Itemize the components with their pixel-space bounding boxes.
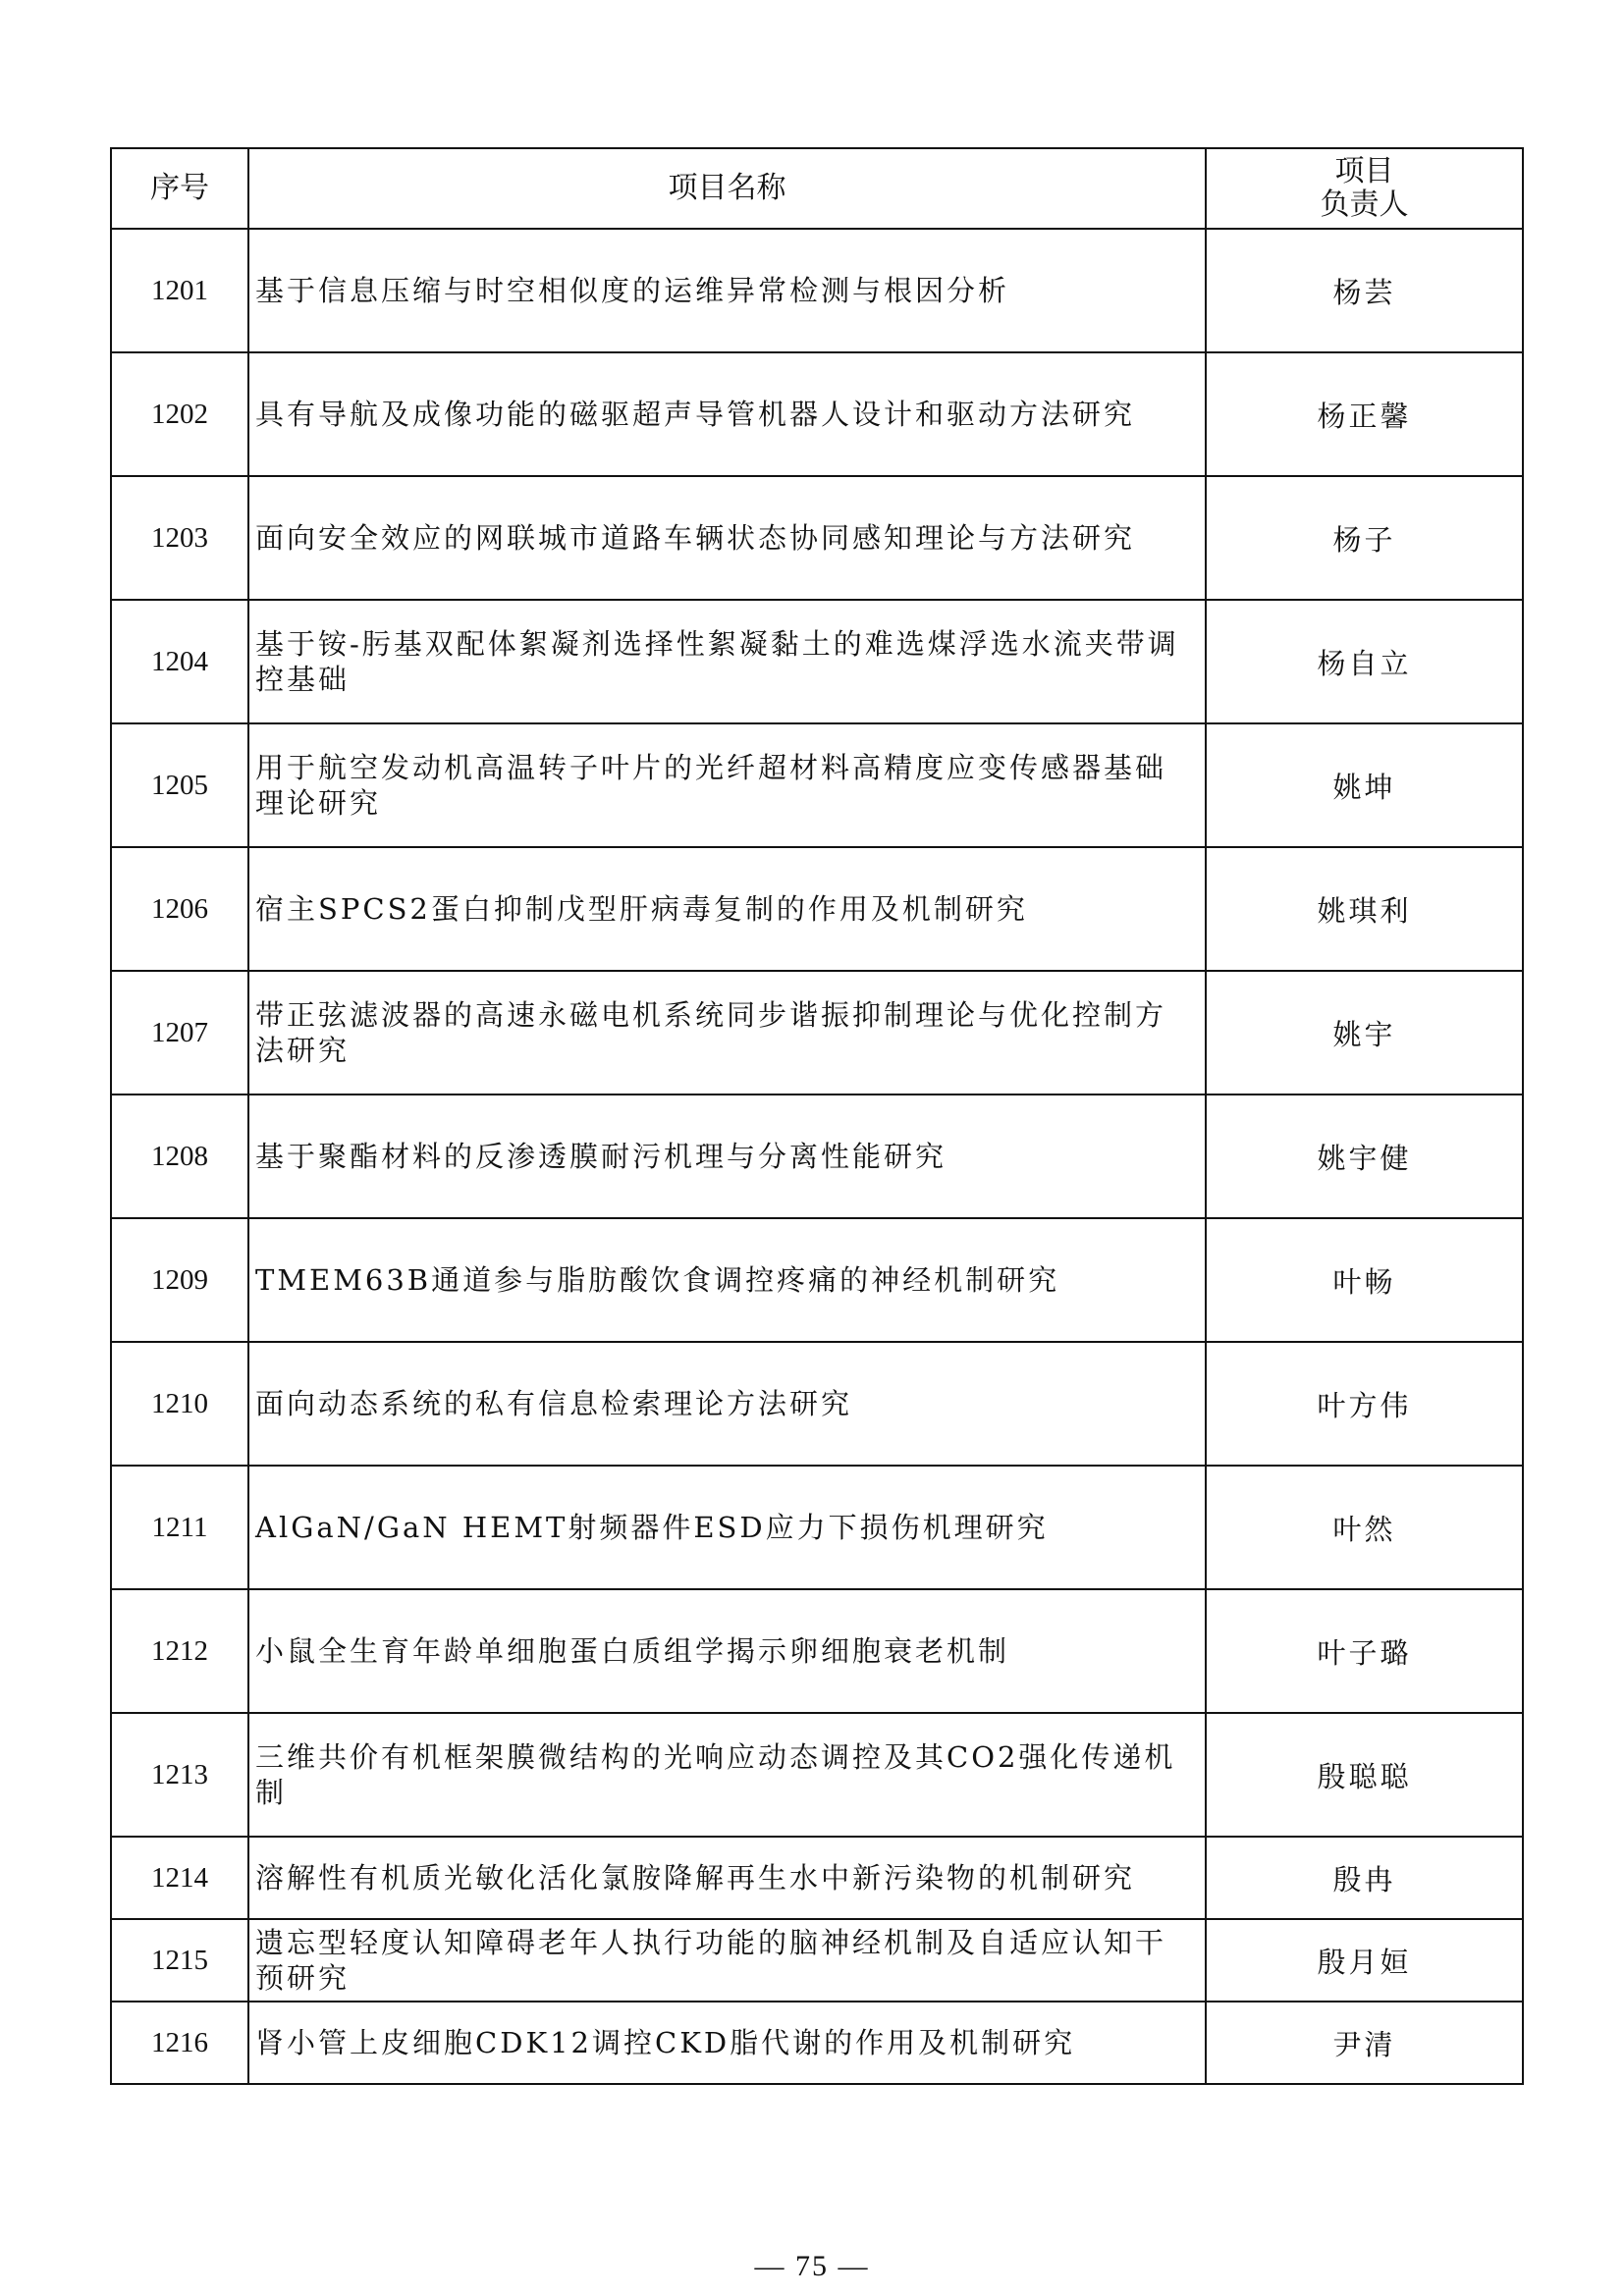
serial-number: 1208 bbox=[111, 1095, 248, 1218]
project-leader: 殷聪聪 bbox=[1206, 1713, 1523, 1837]
serial-number: 1211 bbox=[111, 1466, 248, 1589]
table-row bbox=[111, 1837, 1523, 1919]
table-row bbox=[111, 600, 1523, 723]
project-name: AlGaN/GaN HEMT射频器件ESD应力下损伤机理研究 bbox=[248, 1466, 1206, 1589]
header-project-name: 项目名称 bbox=[248, 148, 1206, 229]
header-project-leader-line1: 项目 bbox=[1334, 154, 1394, 188]
table-row bbox=[111, 1919, 1523, 2002]
serial-number: 1201 bbox=[111, 229, 248, 352]
project-leader: 尹清 bbox=[1206, 2002, 1523, 2084]
page-number: — 75 — bbox=[754, 2250, 870, 2282]
project-name: 具有导航及成像功能的磁驱超声导管机器人设计和驱动方法研究 bbox=[248, 352, 1206, 476]
serial-number: 1207 bbox=[111, 971, 248, 1095]
project-name: 三维共价有机框架膜微结构的光响应动态调控及其CO2强化传递机制 bbox=[248, 1713, 1206, 1837]
project-leader: 杨芸 bbox=[1206, 229, 1523, 352]
table-row bbox=[111, 1218, 1523, 1342]
table-row bbox=[111, 1095, 1523, 1218]
project-name: 肾小管上皮细胞CDK12调控CKD脂代谢的作用及机制研究 bbox=[248, 2002, 1206, 2084]
serial-number: 1209 bbox=[111, 1218, 248, 1342]
serial-number: 1205 bbox=[111, 723, 248, 847]
serial-number: 1202 bbox=[111, 352, 248, 476]
project-leader: 姚宇健 bbox=[1206, 1095, 1523, 1218]
table-row bbox=[111, 723, 1523, 847]
table-row bbox=[111, 1342, 1523, 1466]
project-leader: 杨自立 bbox=[1206, 600, 1523, 723]
project-name: 面向安全效应的网联城市道路车辆状态协同感知理论与方法研究 bbox=[248, 476, 1206, 600]
project-leader: 杨子 bbox=[1206, 476, 1523, 600]
project-name: 遗忘型轻度认知障碍老年人执行功能的脑神经机制及自适应认知干预研究 bbox=[248, 1919, 1206, 2002]
project-table bbox=[110, 147, 1524, 2085]
project-name: 面向动态系统的私有信息检索理论方法研究 bbox=[248, 1342, 1206, 1466]
serial-number: 1203 bbox=[111, 476, 248, 600]
project-leader: 姚坤 bbox=[1206, 723, 1523, 847]
table-header-row bbox=[111, 148, 1523, 229]
project-name: 基于聚酯材料的反渗透膜耐污机理与分离性能研究 bbox=[248, 1095, 1206, 1218]
table-row bbox=[111, 229, 1523, 352]
project-leader: 殷月姮 bbox=[1206, 1919, 1523, 2002]
project-leader: 杨正馨 bbox=[1206, 352, 1523, 476]
serial-number: 1210 bbox=[111, 1342, 248, 1466]
table-row bbox=[111, 1589, 1523, 1713]
project-leader: 殷冉 bbox=[1206, 1837, 1523, 1919]
serial-number: 1215 bbox=[111, 1919, 248, 2002]
project-name: 基于信息压缩与时空相似度的运维异常检测与根因分析 bbox=[248, 229, 1206, 352]
project-leader: 叶然 bbox=[1206, 1466, 1523, 1589]
serial-number: 1204 bbox=[111, 600, 248, 723]
project-name: 带正弦滤波器的高速永磁电机系统同步谐振抑制理论与优化控制方法研究 bbox=[248, 971, 1206, 1095]
project-leader: 叶子璐 bbox=[1206, 1589, 1523, 1713]
project-leader: 姚宇 bbox=[1206, 971, 1523, 1095]
serial-number: 1212 bbox=[111, 1589, 248, 1713]
serial-number: 1206 bbox=[111, 847, 248, 971]
table-row bbox=[111, 971, 1523, 1095]
project-name: 宿主SPCS2蛋白抑制戊型肝病毒复制的作用及机制研究 bbox=[248, 847, 1206, 971]
table-row bbox=[111, 1713, 1523, 1837]
table-row bbox=[111, 1466, 1523, 1589]
project-leader: 叶方伟 bbox=[1206, 1342, 1523, 1466]
serial-number: 1216 bbox=[111, 2002, 248, 2084]
header-serial-number: 序号 bbox=[111, 148, 248, 229]
project-name: 溶解性有机质光敏化活化氯胺降解再生水中新污染物的机制研究 bbox=[248, 1837, 1206, 1919]
project-leader: 叶畅 bbox=[1206, 1218, 1523, 1342]
table-row bbox=[111, 847, 1523, 971]
header-project-leader-line2: 负责人 bbox=[1320, 187, 1409, 222]
project-leader: 姚琪利 bbox=[1206, 847, 1523, 971]
project-name: TMEM63B通道参与脂肪酸饮食调控疼痛的神经机制研究 bbox=[248, 1218, 1206, 1342]
serial-number: 1214 bbox=[111, 1837, 248, 1919]
project-name: 基于铵-肟基双配体絮凝剂选择性絮凝黏土的难选煤浮选水流夹带调控基础 bbox=[248, 600, 1206, 723]
project-name: 用于航空发动机高温转子叶片的光纤超材料高精度应变传感器基础理论研究 bbox=[248, 723, 1206, 847]
header-project-leader bbox=[1206, 148, 1523, 229]
table-row bbox=[111, 2002, 1523, 2084]
serial-number: 1213 bbox=[111, 1713, 248, 1837]
table-row bbox=[111, 476, 1523, 600]
project-name: 小鼠全生育年龄单细胞蛋白质组学揭示卵细胞衰老机制 bbox=[248, 1589, 1206, 1713]
table-row bbox=[111, 352, 1523, 476]
